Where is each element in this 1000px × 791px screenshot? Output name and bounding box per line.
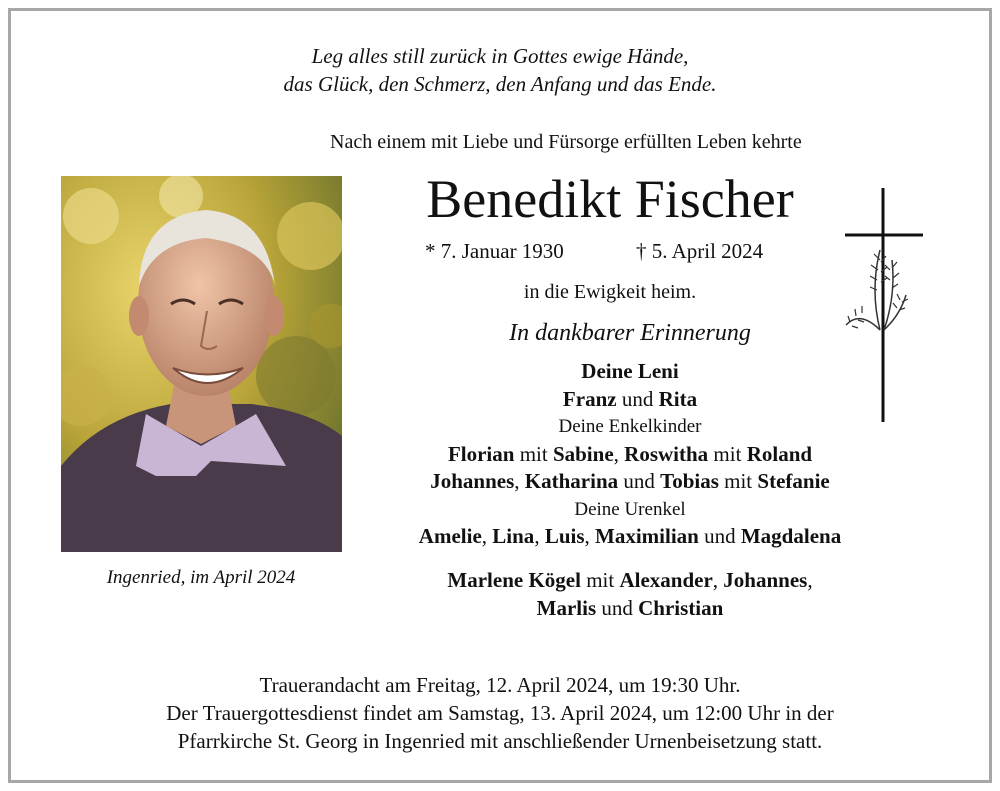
closing-phrase: in die Ewigkeit heim. bbox=[523, 281, 697, 303]
conj-und: und bbox=[623, 469, 655, 493]
mourner-tobias: Tobias bbox=[660, 469, 719, 493]
conj-und: und bbox=[621, 386, 654, 411]
mourner-marlis: Marlis bbox=[536, 596, 597, 620]
conj-mit: mit bbox=[724, 469, 753, 493]
verse-line-1: Leg alles still zurück in Gottes ewige Hände, bbox=[311, 44, 689, 68]
mourner-rita: Rita bbox=[658, 386, 698, 411]
memory-heading: In dankbarer Erinnerung bbox=[509, 320, 751, 346]
mourner-johannes: Johannes bbox=[430, 469, 515, 493]
mourner-lina: Lina bbox=[492, 524, 535, 548]
extra-line-2 bbox=[330, 594, 930, 622]
portrait-photo bbox=[61, 176, 342, 552]
portrait-illustration bbox=[61, 176, 342, 552]
mourner-maximilian: Maximilian bbox=[595, 524, 699, 548]
mourner-florian: Florian bbox=[447, 441, 515, 466]
conj-und: und bbox=[601, 596, 633, 620]
service-line-2: Der Trauergottesdienst findet am Samstag, 13. April 2024, um 12:00 Uhr in der bbox=[166, 701, 834, 725]
cross-icon bbox=[840, 180, 930, 425]
intro-text: Nach einem mit Liebe und Fürsorge erfüllten Leben kehrte bbox=[330, 131, 802, 153]
mourner-line-7 bbox=[330, 523, 930, 551]
mourner-katharina: Katharina bbox=[524, 469, 619, 493]
comma: , bbox=[481, 524, 488, 548]
mourner-line-4 bbox=[330, 441, 930, 469]
extra-mourners bbox=[330, 566, 930, 622]
mourner-marlene: Marlene Kögel bbox=[447, 568, 581, 592]
verse-line-2: das Glück, den Schmerz, den Anfang und das Ende. bbox=[283, 72, 717, 96]
mourner-johannes-2: Johannes bbox=[723, 568, 808, 592]
comma: , bbox=[584, 524, 590, 548]
cross-wheat-icon bbox=[840, 180, 930, 425]
mourner-amelie: Amelie bbox=[418, 524, 482, 548]
service-line-3: Pfarrkirche St. Georg in Ingenried mit anschließender Urnenbeisetzung statt. bbox=[177, 729, 823, 753]
comma: , bbox=[534, 524, 540, 548]
great-grandchildren-label: Deine Urenkel bbox=[574, 498, 686, 520]
conj-mit: mit bbox=[713, 441, 742, 466]
mourner-christian: Christian bbox=[638, 596, 724, 620]
conj-mit: mit bbox=[519, 441, 548, 466]
mourner-roland: Roland bbox=[746, 441, 813, 466]
service-line-1: Trauerandacht am Freitag, 12. April 2024, um 19:30 Uhr. bbox=[259, 673, 741, 697]
conj-mit: mit bbox=[586, 568, 615, 592]
place-date: Ingenried, im April 2024 bbox=[106, 567, 296, 588]
mourner-stefanie: Stefanie bbox=[757, 469, 830, 493]
mourner-line-5 bbox=[330, 468, 930, 496]
mourner-magdalena: Magdalena bbox=[740, 524, 842, 548]
mourner-leni: Deine Leni bbox=[581, 359, 679, 383]
comma: , bbox=[712, 568, 719, 592]
comma: , bbox=[807, 568, 813, 592]
death-date: † 5. April 2024 bbox=[636, 239, 764, 263]
extra-line-1 bbox=[330, 566, 930, 594]
mourner-sabine: Sabine bbox=[552, 441, 614, 466]
comma: , bbox=[514, 469, 520, 493]
deceased-name: Benedikt Fischer bbox=[426, 169, 794, 229]
conj-und: und bbox=[704, 524, 736, 548]
mourner-alexander: Alexander bbox=[619, 568, 713, 592]
birth-date: * 7. Januar 1930 bbox=[425, 239, 564, 263]
grandchildren-label: Deine Enkelkinder bbox=[558, 416, 702, 437]
verse bbox=[0, 42, 1000, 98]
service-info bbox=[0, 671, 1000, 755]
mourner-franz: Franz bbox=[562, 386, 617, 411]
comma: , bbox=[613, 441, 619, 466]
mourner-luis: Luis bbox=[544, 524, 585, 548]
mourner-roswitha: Roswitha bbox=[624, 441, 709, 466]
